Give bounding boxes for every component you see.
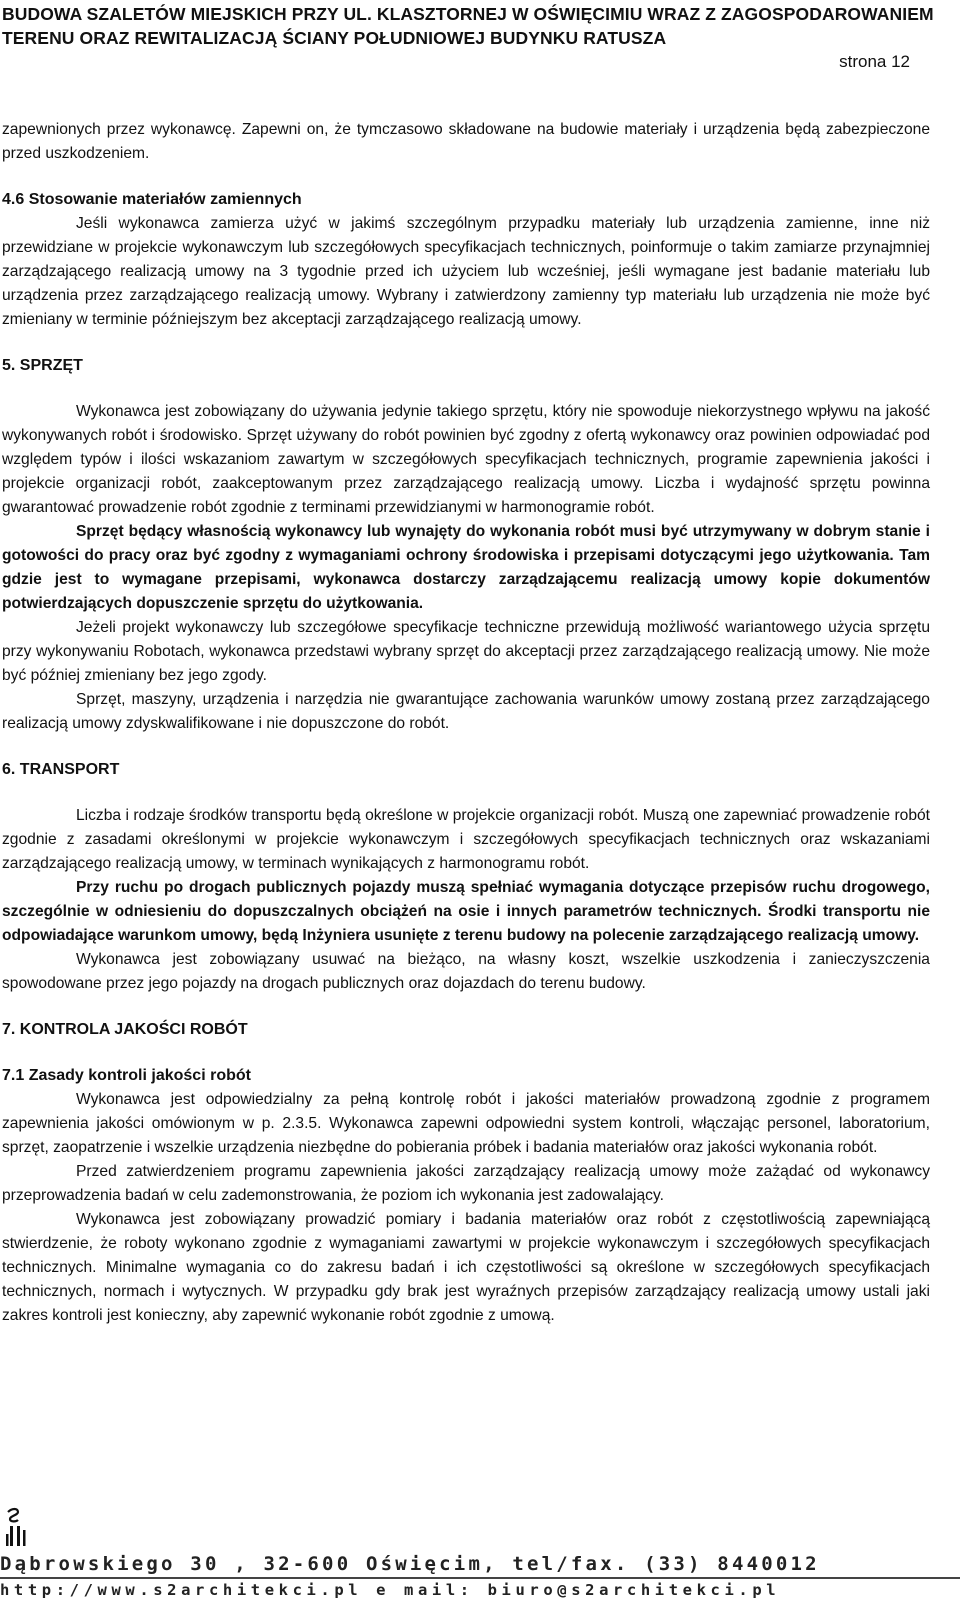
section-6-paragraph-2: Przy ruchu po drogach publicznych pojazdy muszą spełniać wymagania dotyczące przepisów ruchu drogowego, szczególnie w odniesieniu do dopuszczalnych obciążeń na osie i innych parametrów technicznych. Środki transportu nie odpowiadające warunkom umowy, będą Inżyniera usunięte z terenu budowy na polecenie zarządzającego realizacją umowy. bbox=[2, 879, 930, 944]
section-5-heading: 5. SPRZĘT bbox=[2, 357, 83, 374]
header-title-line-1: BUDOWA SZALETÓW MIEJSKICH PRZY UL. KLASZTORNEJ W OŚWIĘCIMIU WRAZ Z ZAGOSPODAROWANIEM bbox=[2, 4, 934, 24]
header-title-line-2: TERENU ORAZ REWITALIZACJĄ ŚCIANY POŁUDNIOWEJ BUDYNKU RATUSZA bbox=[2, 28, 667, 48]
section-6-paragraph-1: Liczba i rodzaje środków transportu będą określone w projekcie organizacji robót. Muszą one zapewniać prowadzenie robót zgodnie z zasadami określonymi w projekcie wykonawczym i szczegółowych specyfikacjach technicznych oraz wskazaniami zarządzającego realizacją umowy, w terminach wynikających z harmonogramu robót. bbox=[2, 807, 930, 872]
page-number: strona 12 bbox=[839, 52, 910, 71]
section-7-1-paragraph-1: Wykonawca jest odpowiedzialny za pełną kontrolę robót i jakości materiałów prowadzoną zgodnie z programem zapewnienia jakości omówionym w p. 2.3.5. Wykonawca zapewni odpowiedni system kontroli, włączając personel, laboratorium, sprzęt, zaopatrzenie i wszelkie urządzenia niezbędne do pobierania próbek i badania materiałów oraz jakości wykonania robót. bbox=[2, 1091, 930, 1156]
section-5-paragraph-1: Wykonawca jest zobowiązany do używania jedynie takiego sprzętu, który nie spowoduje niekorzystnego wpływu na jakość wykonywanych robót i środowisko. Sprzęt używany do robót powinien być zgodny z ofertą wykonawcy oraz powinien odpowiadać pod względem typów i ilości wskazaniom zawartym w szczegółowych specyfikacjach technicznych, programie zapewnienia jakości i projekcie organizacji robót, zaakceptowanym przez zarządzającego realizacją umowy. Liczba i wydajność sprzętu powinna gwarantować prowadzenie robót zgodnie z terminami przewidzianymi w harmonogramie robót. bbox=[2, 403, 930, 516]
company-logo-icon bbox=[4, 1506, 30, 1548]
section-4-6-heading: 4.6 Stosowanie materiałów zamiennych bbox=[2, 191, 302, 208]
document-footer bbox=[0, 1553, 960, 1604]
section-7-heading: 7. KONTROLA JAKOŚCI ROBÓT bbox=[2, 1021, 248, 1038]
document-header bbox=[2, 2, 952, 50]
section-5-paragraph-2: Sprzęt będący własnością wykonawcy lub wynajęty do wykonania robót musi być utrzymywany w dobrym stanie i gotowości do pracy oraz być zgodny z wymaganiami ochrony środowiska i przepisami dotyczącymi jego użytkowania. Tam gdzie jest to wymagane przepisami, wykonawca dostarczy zarządzającemu realizacją umowy kopie dokumentów potwierdzających dopuszczenie sprzętu do użytkowania. bbox=[2, 523, 930, 612]
footer-divider bbox=[0, 1577, 960, 1579]
section-5-paragraph-4: Sprzęt, maszyny, urządzenia i narzędzia nie gwarantujące zachowania warunków umowy zostaną przez zarządzającego realizacją umowy zdyskwalifikowane i nie dopuszczone do robót. bbox=[2, 691, 930, 732]
section-6-paragraph-3: Wykonawca jest zobowiązany usuwać na bieżąco, na własny koszt, wszelkie uszkodzenia i zanieczyszczenia spowodowane przez jego pojazdy na drogach publicznych oraz dojazdach do terenu budowy. bbox=[2, 951, 930, 992]
section-7-1-paragraph-2: Przed zatwierdzeniem programu zapewnienia jakości zarządzający realizacją umowy może zażądać od wykonawcy przeprowadzenia badań w celu zademonstrowania, że poziom ich wykonania jest zadowalający. bbox=[2, 1163, 930, 1204]
intro-paragraph: zapewnionych przez wykonawcę. Zapewni on, że tymczasowo składowane na budowie materiały i urządzenia będą zabezpieczone przed uszkodzeniem. bbox=[2, 121, 930, 162]
footer-address: Dąbrowskiego 30 , 32-600 Oświęcim, tel/fax. (33) 8440012 bbox=[0, 1553, 820, 1575]
document-body bbox=[2, 118, 930, 1328]
section-4-6-paragraph: Jeśli wykonawca zamierza użyć w jakimś szczególnym przypadku materiały lub urządzenia zamienne, inne niż przewidziane w projekcie wykonawczym lub szczegółowych specyfikacjach technicznych, poinformuje o takim zamiarze przynajmniej zarządzającego realizacją umowy na 3 tygodnie przed ich użyciem lub wcześniej, jeśli wymagane jest badanie materiału lub urządzenia przez zarządzającego realizacją umowy. Wybrany i zatwierdzony zamienny typ materiału lub urządzenia nie może być zmieniany w terminie późniejszym bez akceptacji zarządzającego realizacją umowy. bbox=[2, 215, 930, 328]
section-6-heading: 6. TRANSPORT bbox=[2, 761, 120, 778]
footer-contact: http://www.s2architekci.pl e mail: biuro@s2architekci.pl bbox=[0, 1581, 781, 1599]
section-7-1-paragraph-3: Wykonawca jest zobowiązany prowadzić pomiary i badania materiałów oraz robót z częstotliwością zapewniającą stwierdzenie, że roboty wykonano zgodnie z wymaganiami zawartymi w projekcie wykonawczym i szczegółowych specyfikacjach technicznych. Minimalne wymagania co do zakresu badań i ich częstotliwości są określone w szczegółowych specyfikacjach technicznych, normach i wytycznych. W przypadku gdy brak jest wyraźnych przepisów zarządzający realizacją umowy ustali jaki zakres kontroli jest konieczny, aby zapewnić wykonanie robót zgodnie z umową. bbox=[2, 1211, 930, 1324]
section-7-1-heading: 7.1 Zasady kontroli jakości robót bbox=[2, 1067, 251, 1084]
section-5-paragraph-3: Jeżeli projekt wykonawczy lub szczegółowe specyfikacje techniczne przewidują możliwość wariantowego użycia sprzętu przy wykonywaniu Robotach, wykonawca przedstawi wybrany sprzęt do akceptacji przez zarządzającego realizacją umowy. Nie może być później zmieniany bez jego zgody. bbox=[2, 619, 930, 684]
